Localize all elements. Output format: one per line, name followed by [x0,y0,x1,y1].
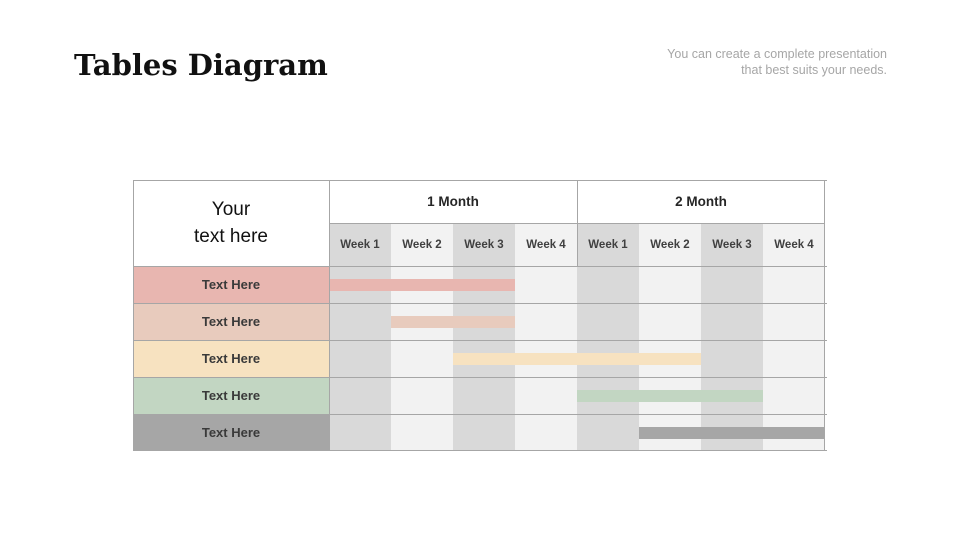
subtitle-line-2: that best suits your needs. [741,63,887,77]
task-row-label: Text Here [133,340,329,377]
page-title: Tables Diagram [74,48,328,82]
grid-line [133,450,827,451]
week-column-shade [763,266,825,451]
page-subtitle [587,46,887,78]
grid-line [329,180,330,451]
grid-line [133,180,827,181]
grid-line [133,180,134,451]
task-bar [391,316,515,328]
week-column-shade [391,266,453,451]
task-row-label: Text Here [133,414,329,451]
grid-line [133,266,827,267]
table-corner-label [133,180,329,266]
task-row-label: Text Here [133,266,329,303]
grid-line [133,377,827,378]
task-row-label: Text Here [133,303,329,340]
week-column-shade [329,266,391,451]
grid-line [133,303,827,304]
week-header: Week 2 [391,223,453,266]
task-bar [577,390,763,402]
week-header: Week 3 [453,223,515,266]
gantt-table [133,180,827,451]
week-header: Week 1 [577,223,639,266]
month-header: 2 Month [577,180,825,223]
week-column-shade [701,266,763,451]
week-header: Week 4 [515,223,577,266]
grid-line [824,180,825,451]
week-header: Week 4 [763,223,825,266]
corner-line-2: text here [194,226,268,247]
week-header: Week 2 [639,223,701,266]
week-header: Week 1 [329,223,391,266]
grid-line [577,180,578,266]
week-header: Week 3 [701,223,763,266]
grid-line [133,414,827,415]
task-bar [329,279,515,291]
task-bar [453,353,701,365]
task-bar [639,427,825,439]
grid-line [133,340,827,341]
corner-line-1: Your [211,199,251,220]
month-header: 1 Month [329,180,577,223]
task-row-label: Text Here [133,377,329,414]
subtitle-line-1: You can create a complete presentation [667,47,887,61]
